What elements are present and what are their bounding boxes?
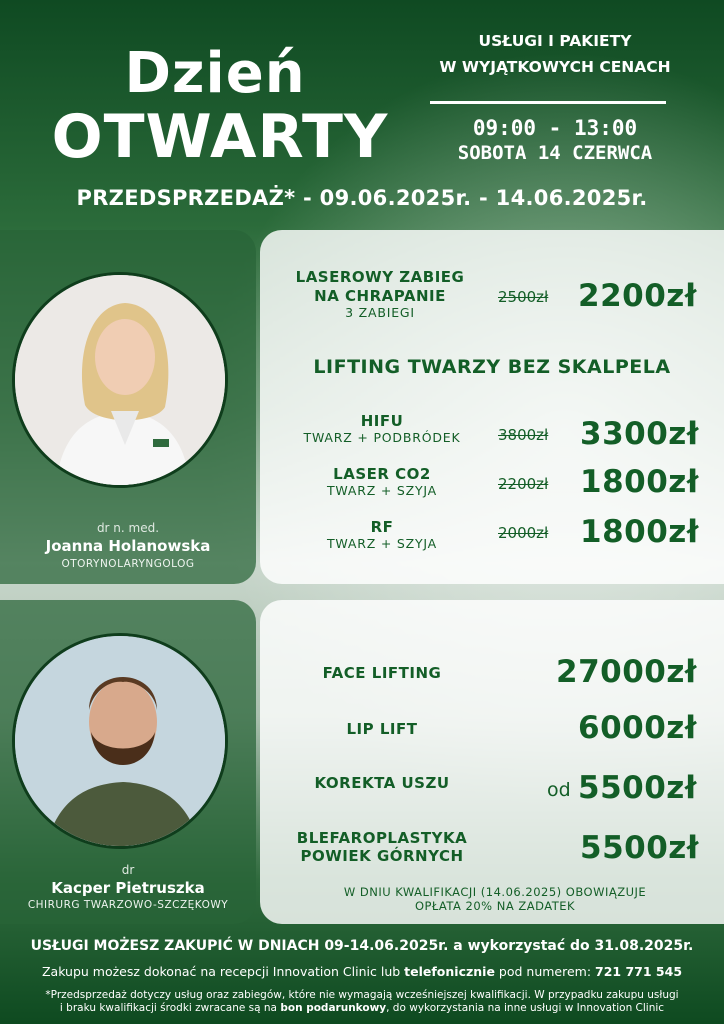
laser-snoring-sub: 3 ZABIEGI: [345, 305, 415, 320]
blepharoplasty-name-1: BLEFAROPLASTYKA: [296, 829, 468, 847]
laser-co2-price: 1800zł: [580, 464, 699, 500]
deposit-note-1: W DNIU KWALIFIKACJI (14.06.2025) OBOWIĄZUJE: [343, 885, 647, 899]
disclaimer-line-1: *Przedsprzedaż dotyczy usług oraz zabiegów, które nie wymagają wcześniejszej kwalifikacji. W przypadku zakupu usługi: [45, 989, 679, 1001]
presale-dates: PRZEDSPRZEDAŻ* - 09.06.2025r. - 14.06.2025r.: [76, 186, 648, 210]
rf-sub: TWARZ + SZYJA: [326, 536, 438, 551]
laser-snoring-name-1: LASEROWY ZABIEG: [295, 268, 465, 286]
header-tagline-1: USŁUGI I PAKIETY: [478, 32, 632, 50]
phone-number[interactable]: 721 771 545: [595, 964, 683, 979]
event-date: SOBOTA 14 CZERWCA: [457, 142, 653, 164]
hifu-sub: TWARZ + PODBRÓDEK: [303, 430, 461, 445]
laser-co2-sub: TWARZ + SZYJA: [326, 483, 438, 498]
lip-lift-price: 6000zł: [578, 710, 697, 746]
title-line-2: OTWARTY: [51, 102, 389, 172]
blepharoplasty-price: 5500zł: [580, 830, 699, 866]
contact-text-a: Zakupu możesz dokonać na recepcji Innovation Clinic lub: [41, 964, 405, 979]
purchase-contact-note: [0, 964, 724, 979]
rf-price: 1800zł: [580, 514, 699, 550]
price-panel-2: [260, 600, 724, 924]
doctor-2-specialty: CHIRURG TWARZOWO-SZCZĘKOWY: [27, 899, 229, 911]
contact-text-c: pod numerem:: [494, 964, 596, 979]
rf-old-price: 2000zł: [498, 524, 549, 542]
hifu-price: 3300zł: [580, 416, 699, 452]
contact-text-phone-word: telefonicznie: [404, 964, 495, 979]
header-tagline-2: W WYJĄTKOWYCH CENACH: [439, 58, 671, 76]
disclaimer-text-c: , do wykorzystania na inne usługi w Innovation Clinic: [386, 1002, 665, 1014]
lip-lift-name: LIP LIFT: [346, 720, 418, 738]
laser-snoring-name-2: NA CHRAPANIE: [314, 287, 446, 305]
doctor-photo-female: [12, 272, 228, 488]
blepharoplasty-name-2: POWIEK GÓRNYCH: [300, 847, 464, 865]
laser-snoring-old-price: 2500zł: [498, 288, 549, 306]
ear-correction-from: od: [547, 779, 571, 801]
title-line-1: Dzień: [124, 41, 306, 106]
doctor-2-title: dr: [121, 863, 135, 877]
disclaimer-line-2: [0, 1002, 724, 1015]
doctor-photo-male: [12, 633, 228, 849]
ear-correction-price: 5500zł: [578, 770, 697, 806]
section-heading-lifting: LIFTING TWARZY BEZ SKALPELA: [313, 356, 671, 378]
header-divider: [430, 101, 666, 104]
presale-disclaimer: [0, 989, 724, 1015]
doctor-1-specialty: OTORYNOLARYNGOLOG: [61, 558, 195, 570]
laser-co2-old-price: 2200zł: [498, 475, 549, 493]
rf-name: RF: [370, 518, 394, 536]
laser-snoring-price: 2200zł: [578, 278, 697, 314]
doctor-1-title: dr n. med.: [96, 521, 160, 535]
disclaimer-text-b: i braku kwalifikacji środki zwracane są na: [59, 1002, 281, 1014]
deposit-note-2: OPŁATA 20% NA ZADATEK: [414, 899, 576, 913]
face-lifting-name: FACE LIFTING: [322, 664, 442, 682]
gift-voucher-text: bon podarunkowy: [280, 1002, 387, 1014]
doctor-1-name: Joanna Holanowska: [45, 537, 211, 555]
face-lifting-price: 27000zł: [556, 654, 697, 690]
doctor-2-name: Kacper Pietruszka: [51, 879, 205, 897]
event-time: 09:00 - 13:00: [472, 116, 638, 140]
ear-correction-name: KOREKTA USZU: [314, 774, 450, 792]
laser-co2-name: LASER CO2: [333, 465, 431, 483]
hifu-old-price: 3800zł: [498, 426, 549, 444]
hifu-name: HIFU: [360, 412, 404, 430]
purchase-window-note: USŁUGI MOŻESZ ZAKUPIĆ W DNIACH 09-14.06.2025r. a wykorzystać do 31.08.2025r.: [30, 938, 694, 954]
